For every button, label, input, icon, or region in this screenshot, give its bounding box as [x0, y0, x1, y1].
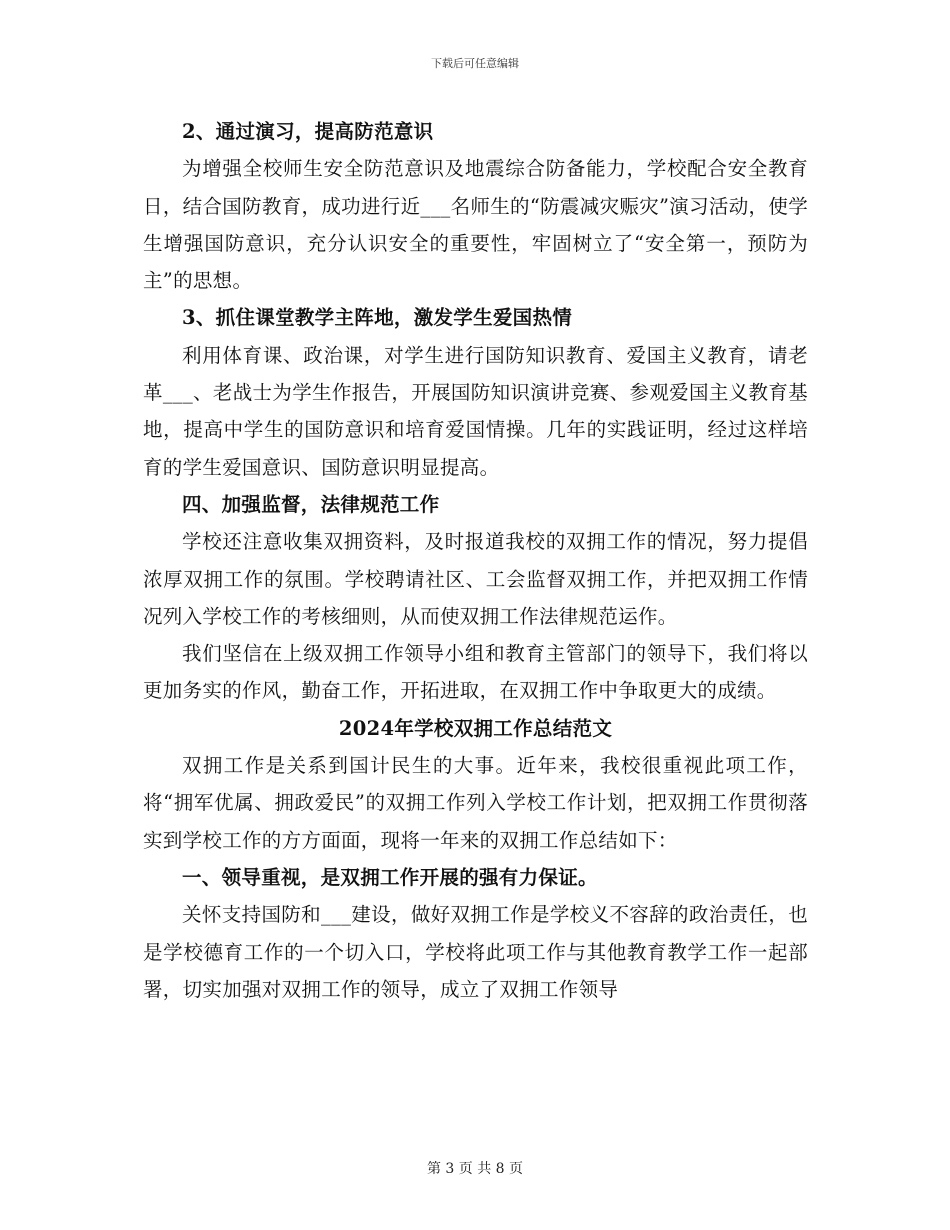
- page-number: 第 3 页 共 8 页: [426, 1161, 524, 1177]
- body-paragraph: 学校还注意收集双拥资料，及时报道我校的双拥工作的情况，努力提倡浓厚双拥工作的氛围。学校聘请社区、工会监督双拥工作，并把双拥工作情况列入学校工作的考核细则，从而使双拥工作法律规范运作。: [143, 530, 808, 628]
- document-title: 2024年学校双拥工作总结范文: [338, 716, 613, 740]
- page-header: 下载后可任意编辑: [431, 57, 519, 70]
- body-paragraph: 我们坚信在上级双拥工作领导小组和教育主管部门的领导下，我们将以更加务实的作风，勤奋工作，开拓进取，在双拥工作中争取更大的成绩。: [143, 642, 808, 703]
- body-paragraph: 利用体育课、政治课，对学生进行国防知识教育、爱国主义教育，请老革___、老战士为学生作报告，开展国防知识演讲竞赛、参观爱国主义教育基地，提高中学生的国防意识和培育爱国情操。几年的实践证明，经过这样培育的学生爱国意识、国防意识明显提高。: [143, 343, 808, 479]
- body-paragraph: 双拥工作是关系到国计民生的大事。近年来，我校很重视此项工作，将“拥军优属、拥政爱民”的双拥工作列入学校工作计划，把双拥工作贯彻落实到学校工作的方方面面，现将一年来的双拥工作总结如下：: [143, 754, 808, 852]
- section-heading: 四、加强监督，法律规范工作: [182, 492, 440, 516]
- section-heading: 2、通过演习，提高防范意识: [182, 120, 434, 143]
- body-paragraph: 关怀支持国防和___建设，做好双拥工作是学校义不容辞的政治责任，也是学校德育工作的一个切入口，学校将此项工作与其他教育教学工作一起部署，切实加强对双拥工作的领导，成立了双拥工作领导: [143, 903, 808, 1001]
- section-heading: 一、领导重视，是双拥工作开展的强有力保证。: [182, 865, 598, 889]
- body-paragraph: 为增强全校师生安全防范意识及地震综合防备能力，学校配合安全教育日，结合国防教育，成功进行近___名师生的“防震减灾赈灾”演习活动，使学生增强国防意识，充分认识安全的重要性，牢固树立了“安全第一，预防为主”的思想。: [143, 157, 808, 293]
- section-heading: 3、抓住课堂教学主阵地，激发学生爱国热情: [182, 306, 573, 330]
- document-body: [143, 113, 808, 1008]
